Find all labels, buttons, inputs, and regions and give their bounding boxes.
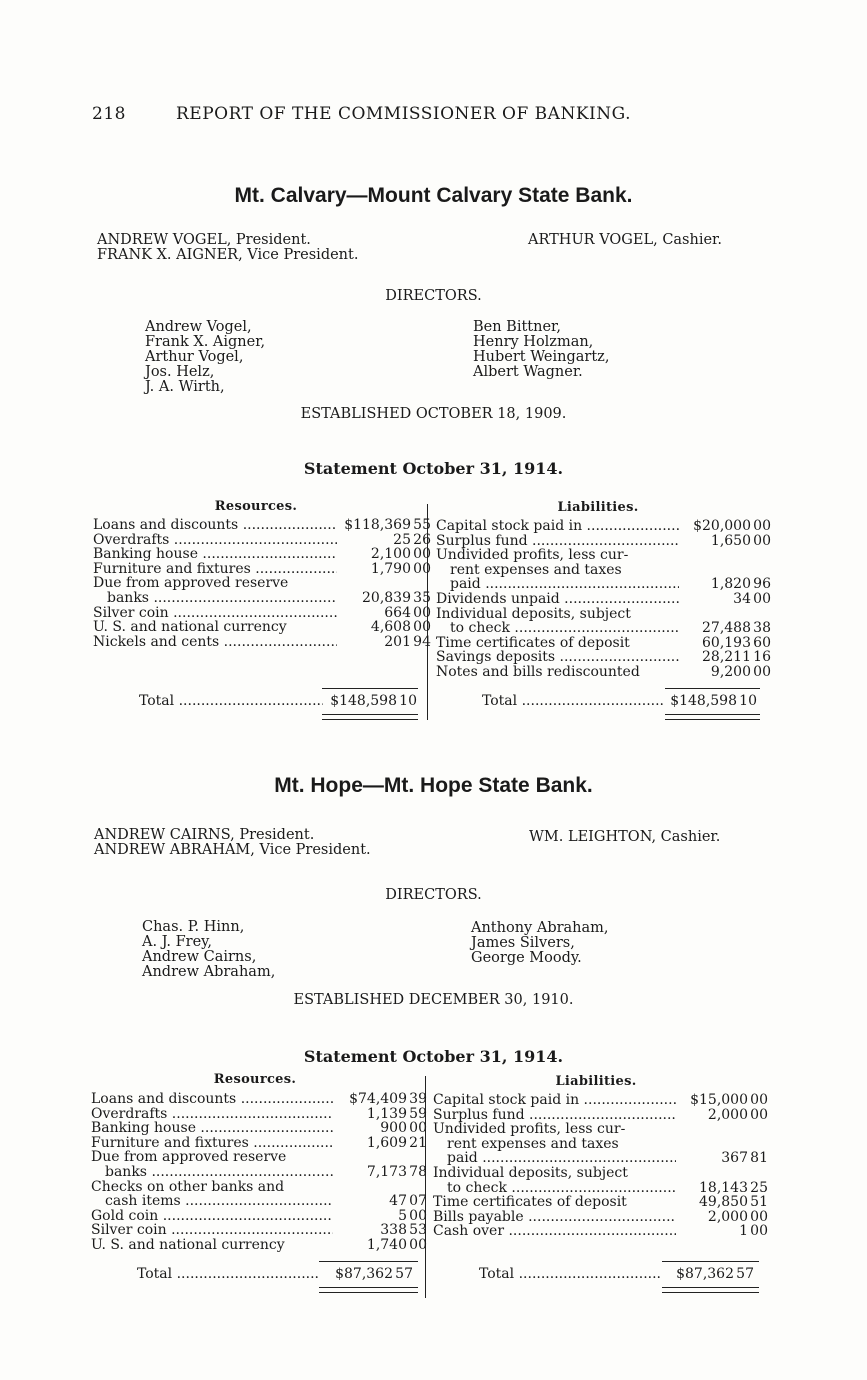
statement-table bbox=[91, 1092, 427, 1253]
statement-row bbox=[433, 1224, 768, 1239]
line-item-label: Overdrafts ..... bbox=[93, 533, 337, 548]
amount-dollars: 49,850 bbox=[699, 1194, 748, 1211]
amount-dollars: 2,100 bbox=[370, 546, 411, 563]
amount-cents bbox=[407, 1150, 427, 1165]
statement-row bbox=[91, 1092, 427, 1107]
amount-dollars bbox=[679, 607, 751, 622]
amount-cents: 21 bbox=[409, 1134, 427, 1151]
amount-cents bbox=[748, 1137, 768, 1152]
amount-dollars: 60,193 bbox=[702, 634, 751, 651]
amount-dollars: 1,609 bbox=[366, 1134, 407, 1151]
amount-cents bbox=[748, 1122, 768, 1137]
line-item-label: paid ..... bbox=[436, 577, 679, 592]
line-item-label: Undivided profits, less cur- bbox=[436, 548, 629, 563]
total-row bbox=[91, 1267, 413, 1282]
officer-cashier: ARTHUR VOGEL, Cashier. bbox=[528, 232, 723, 248]
total-row bbox=[433, 1267, 754, 1282]
officers-left bbox=[97, 233, 358, 263]
director-name: George Moody. bbox=[471, 950, 582, 966]
amount-cents: 51 bbox=[750, 1194, 768, 1211]
statement-row bbox=[433, 1166, 768, 1181]
total-cents: 10 bbox=[739, 693, 757, 709]
director-name: Andrew Abraham, bbox=[142, 964, 276, 980]
statement-row bbox=[433, 1195, 768, 1210]
director-name: A. J. Frey, bbox=[142, 934, 213, 950]
amount-dollars: 338 bbox=[380, 1222, 407, 1239]
statement-row bbox=[93, 606, 431, 621]
amount-dollars: $15,000 bbox=[690, 1092, 748, 1108]
statement-row bbox=[436, 650, 771, 665]
statement-row bbox=[93, 518, 431, 533]
line-item-label: Undivided profits, less cur- bbox=[433, 1122, 626, 1137]
statement-heading: Statement October 31, 1914. bbox=[303, 459, 564, 478]
amount-dollars bbox=[337, 576, 411, 591]
amount-cents: 26 bbox=[413, 531, 431, 548]
officer-president: ANDREW CAIRNS, President. bbox=[94, 827, 315, 843]
resources-heading: Resources. bbox=[214, 499, 298, 514]
amount-cents: 16 bbox=[753, 649, 771, 666]
line-item-label: to check ..... bbox=[433, 1181, 676, 1196]
statement-row bbox=[436, 548, 771, 563]
amount-cents: 00 bbox=[409, 1120, 427, 1137]
statement-row bbox=[436, 577, 771, 592]
director-name: Henry Holzman, bbox=[473, 334, 594, 350]
amount-cents: 60 bbox=[753, 634, 771, 651]
amount-dollars: 25 bbox=[393, 531, 411, 548]
amount-cents: 00 bbox=[409, 1207, 427, 1224]
amount-cents: 96 bbox=[753, 576, 771, 593]
statement-row bbox=[93, 533, 431, 548]
director-name: Andrew Vogel, bbox=[145, 319, 252, 335]
total-cents: 10 bbox=[399, 693, 417, 709]
line-item-label: rent expenses and taxes bbox=[447, 1136, 619, 1152]
directors-right bbox=[471, 921, 609, 966]
total-dollars: $148,598 bbox=[330, 693, 397, 709]
amount-cents: 00 bbox=[413, 604, 431, 621]
line-item-label: Silver coin ..... bbox=[93, 606, 337, 621]
statement-row bbox=[93, 562, 431, 577]
statement-row bbox=[91, 1223, 427, 1238]
line-item-label: U. S. and national currency bbox=[91, 1237, 285, 1253]
line-item-label: Loans and discounts ..... bbox=[93, 518, 337, 533]
amount-dollars: 1,139 bbox=[366, 1105, 407, 1122]
amount-cents bbox=[411, 576, 431, 591]
directors-right bbox=[473, 320, 609, 380]
statement-row bbox=[91, 1194, 427, 1209]
double-rule bbox=[322, 714, 418, 720]
statement-row bbox=[436, 621, 771, 636]
bank-title: Mt. Hope—Mt. Hope State Bank. bbox=[274, 774, 593, 797]
officer-president: ANDREW VOGEL, President. bbox=[97, 232, 311, 248]
amount-dollars: 201 bbox=[384, 633, 411, 650]
line-item-label: Gold coin ..... bbox=[91, 1209, 333, 1224]
amount-dollars: $74,409 bbox=[349, 1091, 407, 1107]
statement-row bbox=[433, 1151, 768, 1166]
amount-cents: 00 bbox=[413, 546, 431, 563]
amount-dollars: 1,790 bbox=[370, 560, 411, 577]
amount-dollars: 4,608 bbox=[370, 619, 411, 636]
amount-cents bbox=[751, 563, 771, 578]
total-dollars: $87,362 bbox=[676, 1266, 734, 1282]
statement-table bbox=[93, 518, 431, 649]
statement-heading: Statement October 31, 1914. bbox=[303, 1047, 564, 1066]
amount-cents: 59 bbox=[409, 1105, 427, 1122]
director-name: Jos. Helz, bbox=[145, 364, 215, 380]
double-rule bbox=[662, 1287, 759, 1293]
amount-dollars bbox=[676, 1166, 748, 1181]
statement-row bbox=[436, 534, 771, 549]
statement-table bbox=[436, 519, 771, 680]
amount-dollars: 1 bbox=[739, 1223, 748, 1240]
liabilities-total bbox=[433, 1267, 754, 1282]
amount-dollars bbox=[333, 1150, 407, 1165]
statement-row bbox=[433, 1181, 768, 1196]
page-number: 218 bbox=[92, 104, 126, 124]
total-cents: 57 bbox=[395, 1266, 413, 1282]
total-label: Total ..... bbox=[91, 1267, 319, 1282]
amount-dollars: 2,000 bbox=[707, 1106, 748, 1123]
line-item-label: banks ..... bbox=[91, 1165, 333, 1180]
amount-cents: 55 bbox=[413, 517, 431, 533]
amount-dollars: 27,488 bbox=[702, 620, 751, 637]
line-item-label: U. S. and national currency bbox=[93, 620, 287, 635]
amount-cents: 00 bbox=[753, 663, 771, 680]
line-item-label: Furniture and fixtures ..... bbox=[91, 1136, 333, 1151]
amount-dollars bbox=[333, 1180, 407, 1195]
line-item-label: Capital stock paid in ..... bbox=[433, 1093, 676, 1108]
statement-row bbox=[436, 592, 771, 607]
line-item-label: Bills payable ..... bbox=[433, 1210, 676, 1225]
statement-row bbox=[436, 665, 771, 680]
line-item-label: Time certificates of deposit bbox=[436, 635, 630, 651]
line-item-label: Furniture and fixtures ..... bbox=[93, 562, 337, 577]
line-item-label: Surplus fund ..... bbox=[436, 534, 679, 549]
statement-row bbox=[93, 547, 431, 562]
statement-row bbox=[93, 591, 431, 606]
amount-cents: 00 bbox=[753, 532, 771, 549]
line-item-label: Nickels and cents ..... bbox=[93, 635, 337, 650]
line-item-label: Time certificates of deposit bbox=[433, 1195, 627, 1210]
line-item-label: Capital stock paid in ..... bbox=[436, 519, 679, 534]
directors-left bbox=[142, 920, 275, 980]
amount-cents: 81 bbox=[750, 1150, 768, 1167]
amount-cents: 00 bbox=[750, 1223, 768, 1240]
amount-cents: 00 bbox=[753, 590, 771, 607]
statement-row bbox=[436, 563, 771, 578]
statement-row bbox=[91, 1121, 427, 1136]
amount-cents: 38 bbox=[753, 620, 771, 637]
total-label: Total ..... bbox=[433, 1267, 662, 1282]
amount-cents: 39 bbox=[409, 1091, 427, 1107]
amount-cents bbox=[751, 548, 771, 563]
statement-table bbox=[433, 1093, 768, 1239]
amount-cents: 25 bbox=[750, 1179, 768, 1196]
director-name: James Silvers, bbox=[471, 935, 575, 951]
officer-vice-president: FRANK X. AIGNER, Vice President. bbox=[97, 247, 359, 263]
director-name: Albert Wagner. bbox=[473, 364, 583, 380]
amount-dollars: 664 bbox=[384, 604, 411, 621]
amount-cents bbox=[751, 607, 771, 622]
amount-dollars: 1,740 bbox=[366, 1236, 407, 1253]
line-item-label: Dividends unpaid ..... bbox=[436, 592, 679, 607]
running-head: REPORT OF THE COMMISSIONER OF BANKING. bbox=[176, 104, 631, 124]
statement-row bbox=[433, 1122, 768, 1137]
amount-dollars: 20,839 bbox=[362, 589, 411, 606]
resources-table bbox=[91, 1092, 427, 1253]
line-item-label: rent expenses and taxes bbox=[450, 562, 622, 578]
statement-row bbox=[93, 620, 431, 635]
line-item-label: Due from approved reserve bbox=[91, 1150, 287, 1165]
statement-row bbox=[93, 576, 431, 591]
amount-cents: 00 bbox=[750, 1092, 768, 1108]
total-dollars: $148,598 bbox=[670, 693, 737, 709]
amount-dollars: $118,369 bbox=[344, 517, 411, 533]
amount-cents: 78 bbox=[409, 1163, 427, 1180]
statement-row bbox=[93, 635, 431, 650]
amount-dollars: 9,200 bbox=[710, 663, 751, 680]
line-item-label: Checks on other banks and bbox=[91, 1179, 285, 1195]
statement-row bbox=[91, 1150, 427, 1165]
amount-dollars bbox=[676, 1122, 748, 1137]
line-item-label: Loans and discounts ..... bbox=[91, 1092, 333, 1107]
total-row bbox=[93, 694, 417, 709]
line-item-label: Silver coin ..... bbox=[91, 1223, 333, 1238]
amount-dollars: 900 bbox=[380, 1120, 407, 1137]
amount-cents: 00 bbox=[413, 560, 431, 577]
amount-dollars: $20,000 bbox=[693, 518, 751, 534]
statement-row bbox=[91, 1209, 427, 1224]
line-item-label: Individual deposits, subject bbox=[436, 606, 631, 622]
director-name: Ben Bittner, bbox=[473, 319, 561, 335]
directors-heading: DIRECTORS. bbox=[385, 288, 482, 304]
sum-rule bbox=[662, 1261, 759, 1262]
line-item-label: Savings deposits ..... bbox=[436, 650, 679, 665]
director-name: Hubert Weingartz, bbox=[473, 349, 610, 365]
directors-heading: DIRECTORS. bbox=[385, 887, 482, 903]
officer-cashier: WM. LEIGHTON, Cashier. bbox=[529, 829, 721, 845]
amount-dollars: 1,650 bbox=[710, 532, 751, 549]
directors-left bbox=[145, 320, 265, 395]
line-item-label: Individual deposits, subject bbox=[433, 1165, 628, 1181]
director-name: J. A. Wirth, bbox=[145, 379, 225, 395]
amount-dollars: 367 bbox=[721, 1150, 748, 1167]
total-cents: 57 bbox=[736, 1266, 754, 1282]
statement-row bbox=[91, 1238, 427, 1253]
director-name: Andrew Cairns, bbox=[142, 949, 257, 965]
sum-rule bbox=[665, 688, 760, 689]
amount-cents: 07 bbox=[409, 1193, 427, 1210]
amount-dollars: 2,000 bbox=[707, 1208, 748, 1225]
amount-dollars bbox=[679, 548, 751, 563]
director-name: Frank X. Aigner, bbox=[145, 334, 266, 350]
total-label: Total ..... bbox=[436, 694, 665, 709]
amount-cents: 00 bbox=[750, 1208, 768, 1225]
amount-cents: 35 bbox=[413, 589, 431, 606]
statement-row bbox=[91, 1180, 427, 1195]
statement-row bbox=[91, 1107, 427, 1122]
director-name: Anthony Abraham, bbox=[471, 920, 609, 936]
established-line: ESTABLISHED DECEMBER 30, 1910. bbox=[293, 992, 574, 1008]
sum-rule bbox=[322, 688, 418, 689]
director-name: Arthur Vogel, bbox=[145, 349, 244, 365]
statement-row bbox=[436, 519, 771, 534]
amount-cents: 00 bbox=[750, 1106, 768, 1123]
amount-cents: 94 bbox=[413, 633, 431, 650]
statement-row bbox=[433, 1137, 768, 1152]
statement-row bbox=[436, 607, 771, 622]
liabilities-total bbox=[436, 694, 757, 709]
amount-dollars bbox=[676, 1137, 748, 1152]
line-item-label: Cash over ..... bbox=[433, 1224, 676, 1239]
statement-row bbox=[436, 636, 771, 651]
amount-dollars: 7,173 bbox=[366, 1163, 407, 1180]
line-item-label: cash items ..... bbox=[91, 1194, 333, 1209]
line-item-label: Banking house ..... bbox=[91, 1121, 333, 1136]
liabilities-table bbox=[436, 519, 771, 680]
resources-table bbox=[93, 518, 431, 649]
line-item-label: banks ..... bbox=[93, 591, 337, 606]
amount-dollars: 18,143 bbox=[699, 1179, 748, 1196]
total-row bbox=[436, 694, 757, 709]
total-dollars: $87,362 bbox=[335, 1266, 393, 1282]
amount-cents: 00 bbox=[409, 1236, 427, 1253]
amount-dollars bbox=[679, 563, 751, 578]
liabilities-heading: Liabilities. bbox=[555, 1074, 637, 1089]
line-item-label: Banking house ..... bbox=[93, 547, 337, 562]
amount-dollars: 1,820 bbox=[710, 576, 751, 593]
resources-heading: Resources. bbox=[213, 1072, 297, 1087]
statement-row bbox=[91, 1165, 427, 1180]
amount-dollars: 34 bbox=[733, 590, 751, 607]
amount-cents bbox=[748, 1166, 768, 1181]
line-item-label: Due from approved reserve bbox=[93, 576, 289, 591]
amount-cents: 00 bbox=[753, 518, 771, 534]
amount-cents: 00 bbox=[413, 619, 431, 636]
officer-vice-president: ANDREW ABRAHAM, Vice President. bbox=[94, 842, 371, 858]
established-line: ESTABLISHED OCTOBER 18, 1909. bbox=[300, 406, 567, 422]
bank-title: Mt. Calvary—Mount Calvary State Bank. bbox=[234, 184, 633, 207]
liabilities-table bbox=[433, 1093, 768, 1239]
line-item-label: to check ..... bbox=[436, 621, 679, 636]
line-item-label: Overdrafts ..... bbox=[91, 1107, 333, 1122]
statement-row bbox=[91, 1136, 427, 1151]
amount-dollars: 47 bbox=[389, 1193, 407, 1210]
double-rule bbox=[319, 1287, 418, 1293]
amount-cents bbox=[407, 1180, 427, 1195]
amount-cents: 53 bbox=[409, 1222, 427, 1239]
sum-rule bbox=[319, 1261, 418, 1262]
officers-left bbox=[94, 828, 371, 858]
statement-row bbox=[433, 1093, 768, 1108]
double-rule bbox=[665, 714, 760, 720]
total-label: Total ..... bbox=[93, 694, 323, 709]
line-item-label: Surplus fund ..... bbox=[433, 1108, 676, 1123]
line-item-label: paid ..... bbox=[433, 1151, 676, 1166]
resources-total bbox=[93, 694, 417, 709]
resources-total bbox=[91, 1267, 413, 1282]
statement-row bbox=[433, 1210, 768, 1225]
director-name: Chas. P. Hinn, bbox=[142, 919, 245, 935]
amount-dollars: 5 bbox=[398, 1207, 407, 1224]
amount-dollars: 28,211 bbox=[702, 649, 751, 666]
line-item-label: Notes and bills rediscounted bbox=[436, 664, 640, 680]
statement-row bbox=[433, 1108, 768, 1123]
liabilities-heading: Liabilities. bbox=[557, 500, 639, 515]
